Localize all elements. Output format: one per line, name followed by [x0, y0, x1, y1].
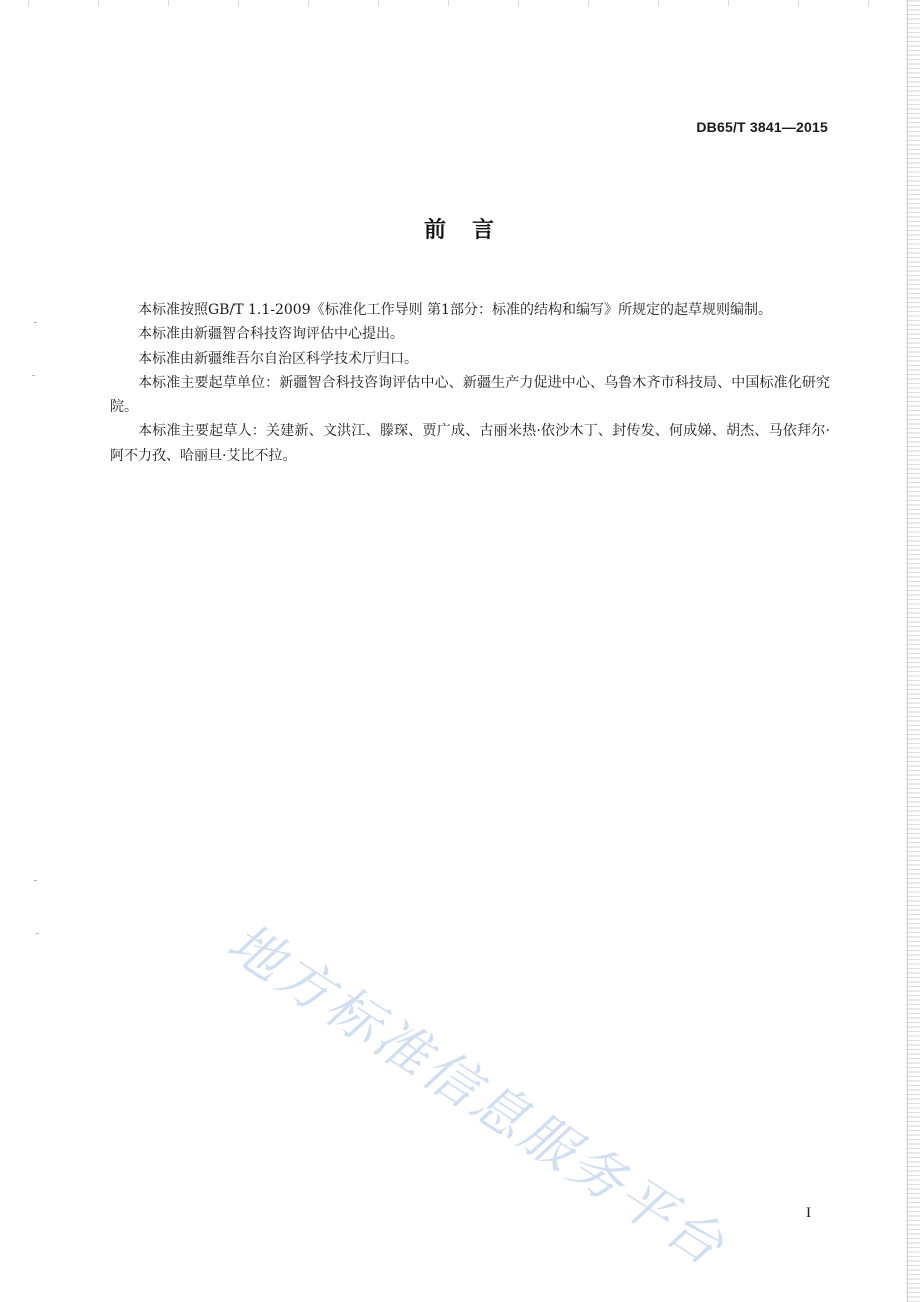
scan-right-edge: [906, 0, 920, 1302]
watermark-text: 地方标准信息服务平台: [216, 910, 738, 1280]
scan-right-border: [907, 0, 908, 1302]
scan-speck: [34, 880, 37, 881]
paragraph: 本标准主要起草单位：新疆智合科技咨询评估中心、新疆生产力促进中心、乌鲁木齐市科技局、中国标准化研究院。: [110, 374, 830, 416]
paragraph: 本标准由新疆智合科技咨询评估中心提出。: [138, 326, 404, 343]
scan-speck: [34, 322, 37, 323]
foreword-body: [110, 298, 830, 468]
scan-top-edge: [0, 0, 920, 6]
paragraph: 本标准按照GB/T 1.1-2009《标准化工作导则 第1部分：标准的结构和编写》所规定的起草规则编制。: [138, 302, 772, 318]
page-title: 前 言: [423, 218, 496, 243]
standard-code: DB65/T 3841—2015: [696, 119, 828, 135]
scan-speck: [32, 375, 35, 376]
page-number: I: [806, 1205, 811, 1221]
scan-speck: [36, 933, 39, 934]
paragraph: 本标准主要起草人：关建新、文洪江、滕琛、贾广成、古丽米热·依沙木丁、封传发、何成娣、胡杰、马依拜尔·阿不力孜、哈丽旦·艾比不拉。: [110, 423, 830, 464]
paragraph: 本标准由新疆维吾尔自治区科学技术厅归口。: [138, 350, 418, 367]
